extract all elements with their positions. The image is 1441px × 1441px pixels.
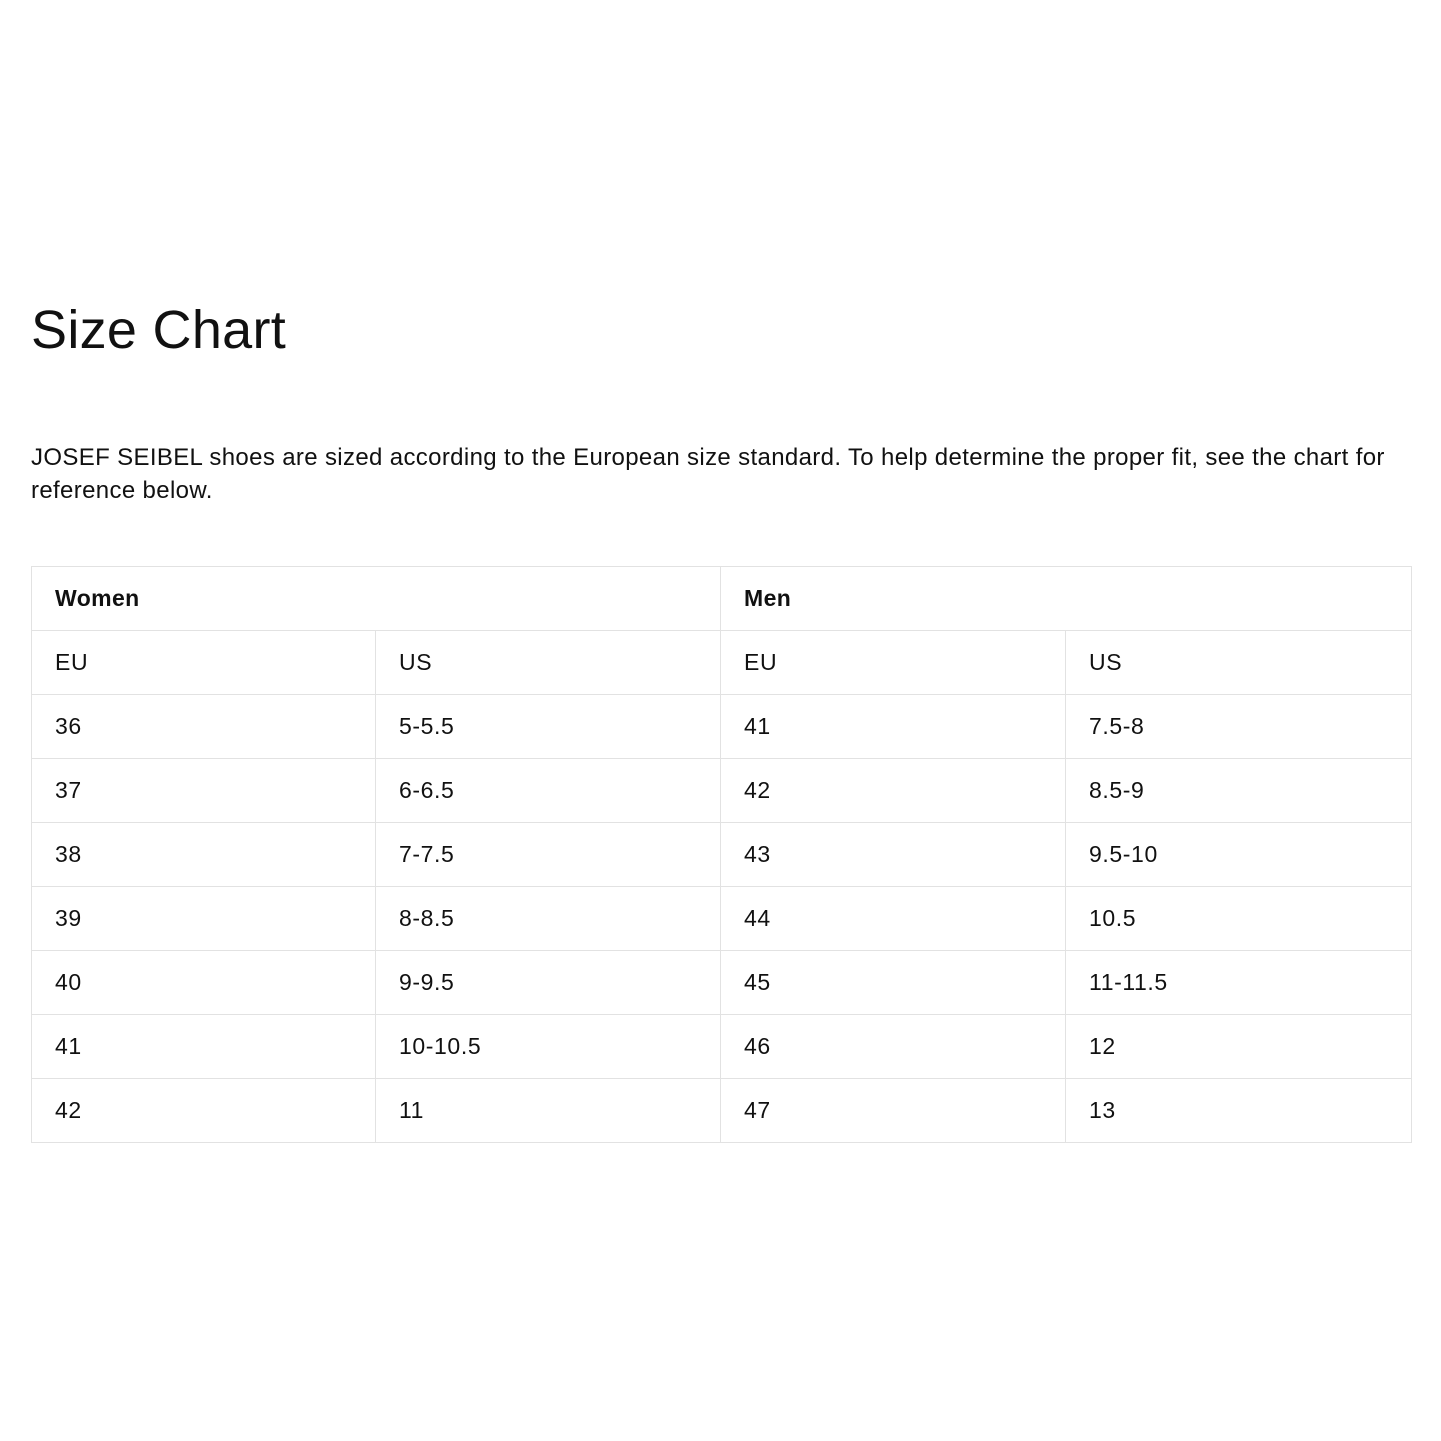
men-eu-cell: 44 <box>721 887 1066 951</box>
men-eu-cell: 42 <box>721 759 1066 823</box>
men-us-cell: 12 <box>1066 1015 1412 1079</box>
women-us-header: US <box>376 631 721 695</box>
men-us-cell: 10.5 <box>1066 887 1412 951</box>
men-eu-cell: 47 <box>721 1079 1066 1143</box>
table-row <box>32 759 1412 823</box>
men-us-cell: 7.5-8 <box>1066 695 1412 759</box>
women-eu-header: EU <box>32 631 376 695</box>
table-row <box>32 823 1412 887</box>
women-eu-cell: 40 <box>32 951 376 1015</box>
men-eu-cell: 45 <box>721 951 1066 1015</box>
men-eu-header: EU <box>721 631 1066 695</box>
table-row <box>32 887 1412 951</box>
women-eu-cell: 42 <box>32 1079 376 1143</box>
group-header-men: Men <box>721 567 1412 631</box>
women-us-cell: 8-8.5 <box>376 887 721 951</box>
women-us-cell: 11 <box>376 1079 721 1143</box>
men-us-header: US <box>1066 631 1412 695</box>
men-us-cell: 9.5-10 <box>1066 823 1412 887</box>
size-table <box>31 566 1412 1143</box>
women-eu-cell: 39 <box>32 887 376 951</box>
intro-text: JOSEF SEIBEL shoes are sized according to the European size standard. To help determine the proper fit, see the chart for reference below. <box>31 444 1385 504</box>
women-us-cell: 9-9.5 <box>376 951 721 1015</box>
men-us-cell: 13 <box>1066 1079 1412 1143</box>
men-us-cell: 8.5-9 <box>1066 759 1412 823</box>
group-header-row <box>32 567 1412 631</box>
men-us-cell: 11-11.5 <box>1066 951 1412 1015</box>
women-us-cell: 7-7.5 <box>376 823 721 887</box>
table-row <box>32 1015 1412 1079</box>
women-us-cell: 5-5.5 <box>376 695 721 759</box>
women-eu-cell: 41 <box>32 1015 376 1079</box>
men-eu-cell: 43 <box>721 823 1066 887</box>
table-row <box>32 951 1412 1015</box>
page-title: Size Chart <box>31 300 287 360</box>
table-row <box>32 695 1412 759</box>
women-eu-cell: 38 <box>32 823 376 887</box>
subheader-row <box>32 631 1412 695</box>
group-header-women: Women <box>32 567 721 631</box>
table-row <box>32 1079 1412 1143</box>
women-us-cell: 6-6.5 <box>376 759 721 823</box>
men-eu-cell: 46 <box>721 1015 1066 1079</box>
men-eu-cell: 41 <box>721 695 1066 759</box>
women-eu-cell: 37 <box>32 759 376 823</box>
women-eu-cell: 36 <box>32 695 376 759</box>
women-us-cell: 10-10.5 <box>376 1015 721 1079</box>
